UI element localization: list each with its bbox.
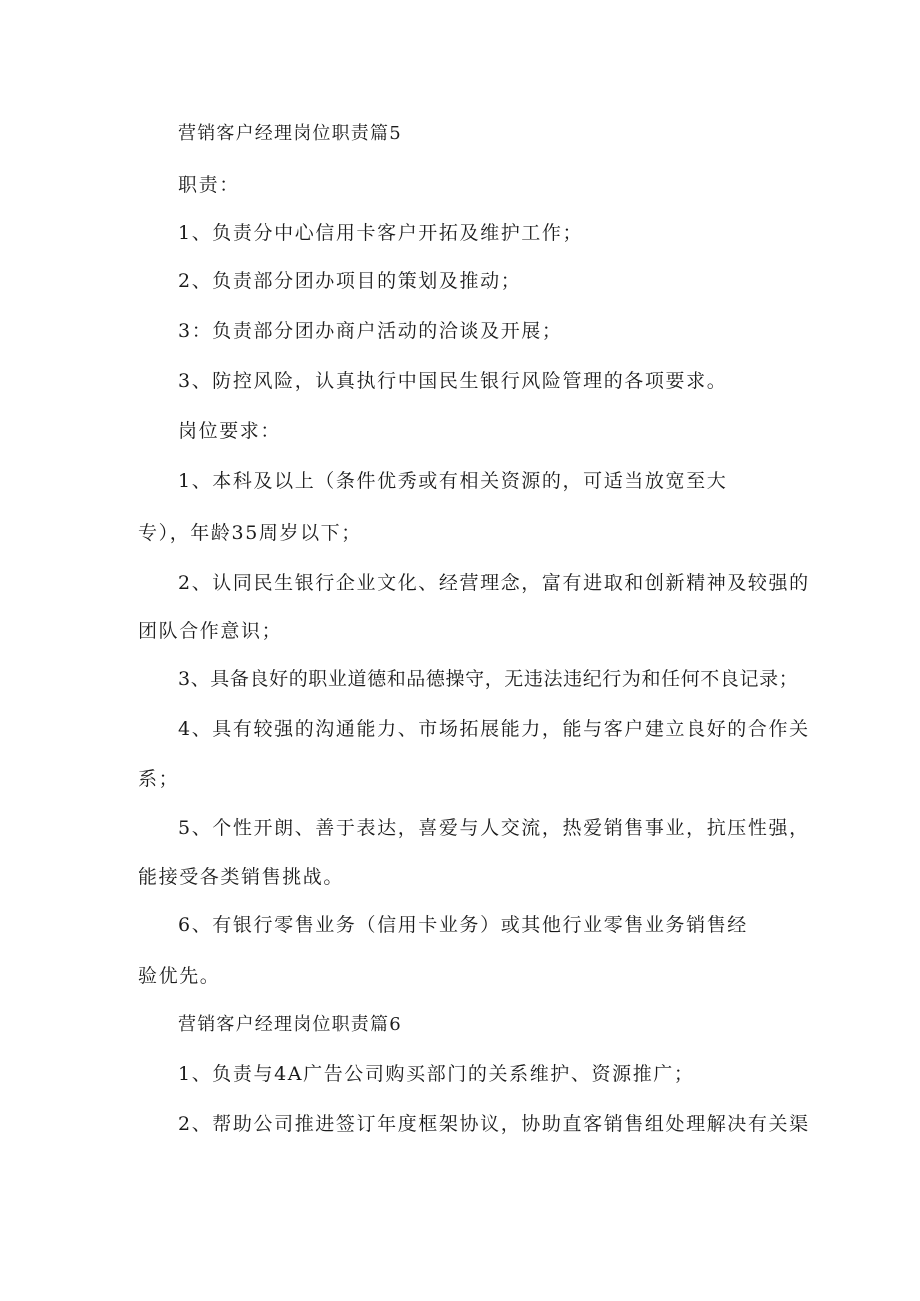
requirements-label: 岗位要求： — [178, 420, 282, 442]
requirement-5-line-1: 5、个性开朗、善于表达，喜爱与人交流，热爱销售事业，抗压性强， — [178, 817, 810, 839]
requirement-3-line-1: 3、具备良好的职业道德和品德操守，无违法违纪行为和任何不良记录； — [178, 668, 799, 690]
duty-item-2: 2、负责部分团办项目的策划及推动； — [178, 270, 522, 292]
requirement-2-line-1: 2、认同民生银行企业文化、经营理念，富有进取和创新精神及较强的 — [178, 572, 810, 594]
requirement-2-line-2: 团队合作意识； — [138, 620, 283, 642]
requirement-4-line-1: 4、具有较强的沟通能力、市场拓展能力，能与客户建立良好的合作关 — [178, 718, 810, 740]
requirement-1-line-2: 专），年龄35周岁以下； — [138, 522, 362, 544]
section5-title: 营销客户经理岗位职责篇5 — [178, 123, 402, 144]
requirement-1-line-1: 1、本科及以上（条件优秀或有相关资源的，可适当放宽至大 — [178, 470, 728, 492]
duty-item-4: 3、防控风险，认真执行中国民生银行风险管理的各项要求。 — [178, 370, 728, 392]
requirement-5-line-2: 能接受各类销售挑战。 — [138, 866, 345, 888]
requirement-4-line-2: 系； — [138, 768, 180, 790]
duties-label: 职责： — [178, 174, 240, 196]
duty-item-3: 3：负责部分团办商户活动的洽谈及开展； — [178, 320, 563, 342]
requirement-6-line-1: 6、有银行零售业务（信用卡业务）或其他行业零售业务销售经 — [178, 914, 748, 936]
duty-item-1: 1、负责分中心信用卡客户开拓及维护工作； — [178, 222, 584, 244]
requirement-6-line-2: 验优先。 — [138, 965, 221, 987]
section6-item-2: 2、帮助公司推进签订年度框架协议，协助直客销售组处理解决有关渠 — [178, 1113, 810, 1135]
section6-title: 营销客户经理岗位职责篇6 — [178, 1014, 402, 1035]
section6-item-1: 1、负责与4A广告公司购买部门的关系维护、资源推广； — [178, 1063, 695, 1085]
